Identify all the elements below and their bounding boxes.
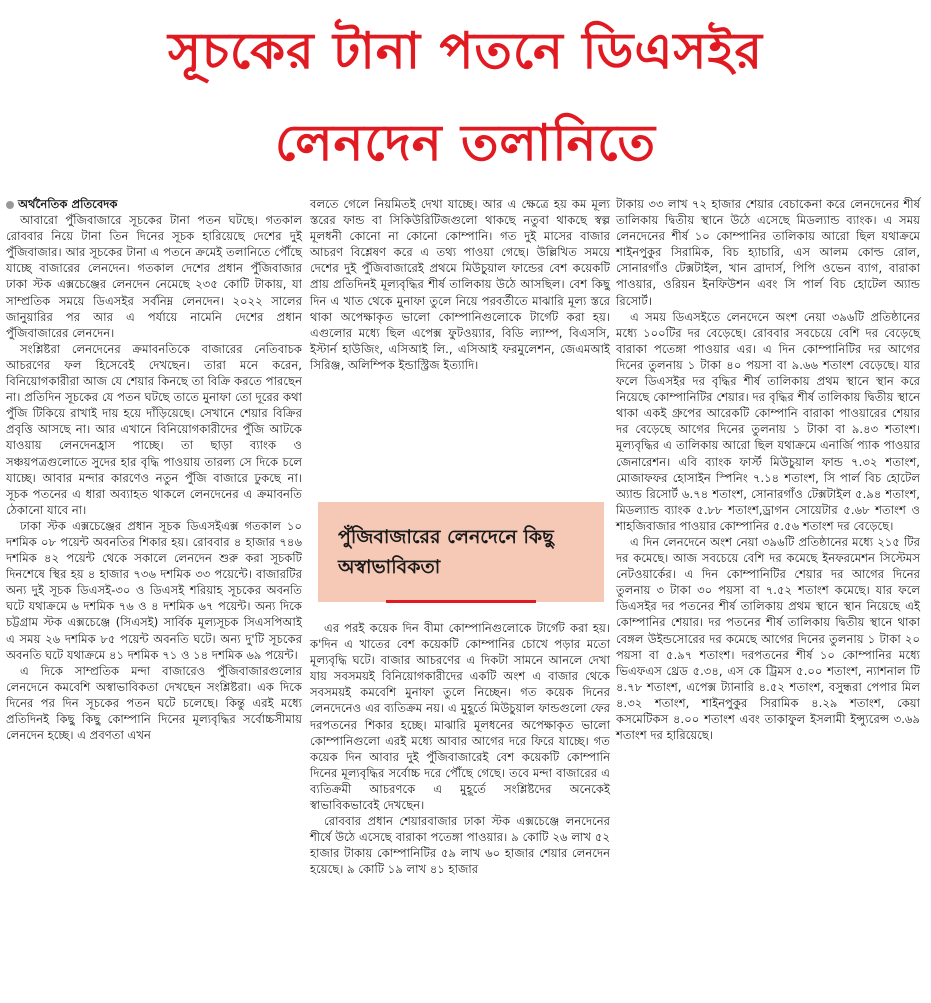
paragraph: রোববার প্রধান শেয়ারবাজার ঢাকা স্টক এক্সচেঞ্জে লনদেনের শীর্ষে উঠে এসেছে বারাকা পতেঙ্গা পাওয়ার। ৯ কোটি ২৬ লাখ ৫২ হাজার টাকায় কোম্পানিটির ৫৯ লাখ ৬০ হাজার শেয়ার লেনদেন হয়েছে। ৯ কোটি ১৯ লাখ ৪১ হাজার — [310, 814, 610, 877]
headline — [0, 0, 931, 186]
paragraph: এ সময় ডিএসইতে লেনদেনে অংশ নেয়া ৩৯৬টি প্রতিষ্ঠানের মধ্যে ১০০টির দর বেড়েছে। রোববার সবচেয়ে বেশি দর বেড়েছে বারাকা পতেঙ্গা পাওয়ার এর। এ দিন কোম্পানিটির দর আগের দিনের তুলনায় ১ টাকা ৪০ পয়সা বা ৯.৬৬ শতাংশ বেড়েছে। যার ফলে ডিএসইর দর বৃদ্ধির শীর্ষ তালিকায় প্রথম স্থানে স্থান করে নিয়েছে কোম্পানিটির শেয়ার। দর বৃদ্ধির শীর্ষ তালিকায় দ্বিতীয় স্থানে থাকা একই গ্রুপের আরেকটি কোম্পানি বারাকা পাওয়ারের শেয়ার দর বেড়েছে আগের দিনের তুলনায় ১ টাকা বা ৯.৪৩ শতাংশ। মূল্যবৃদ্ধির এ তালিকায় আরো ছিল যথাক্রমে এনার্জি প্যাক পাওয়ার জেনারেশন। এবি ব্যাংক ফার্স্ট মিউচুয়াল ফান্ড ৭.৩২ শতাংশ, মোজাফফর হোসাইন স্পিনিং ৭.১৪ শতাংশ, সি পার্ল বিচ হোটেল অ্যান্ড রিসোর্ট ৬.৭৪ শতাংশ, সোনারগাঁও টেক্সটাইল ৫.৯৪ শতাংশ, মিডল্যান্ড ব্যাংক ৫.৮৮ শতাংশ,ড্রাগন সোয়েটার ৫.৬৮ শতাংশ ও শাহজিবাজার পাওয়ার কোম্পানির ৫.৫৬ শতাংশ দর বেড়েছে। — [616, 309, 920, 533]
paragraph: টাকায় ৩৩ লাখ ৭২ হাজার শেয়ার বেচাকেনা করে লেনদেনের শীর্ষ তালিকায় দ্বিতীয় স্থানে উঠে এসেছে মিডল্যান্ড ব্যাংক। এ সময় লেনদেনের শীর্ষ ১০ কোম্পানির তালিকায় আরো ছিল যথাক্রমে শাইনপুকুর সিরামিক, বিচ হ্যাচারি, এস আলম কোল্ড রোল, সোনারগাঁও টেক্সটাইল, খান ব্রাদার্স, পিপি ওভেন ব্যাগ, বারাকা পাওয়ার, ওরিয়ন ইনফিউশন এবং সি পার্ল বিচ হোটেল অ্যান্ড রিসোর্ট। — [616, 197, 920, 308]
paragraph: ঢাকা স্টক এক্সচেঞ্জের প্রধান সূচক ডিএসইএক্স গতকাল ১০ দশমিক ০৮ পয়েন্ট অবনতির শিকার হয়। রোববার ৪ হাজার ৭৪৬ দশমিক ৪২ পয়েন্ট থেকে সকালে লেনদেন শুরু করা সূচকটি দিনশেষে স্থির হয় ৪ হাজার ৭৩৬ দশমিক ৩৩ পয়েন্টে। বাজারটির অন্য দুই সূচক ডিএসই-৩০ ও ডিএসই শরিয়াহ সূচকের অবনতি ঘটে যথাক্রমে ৬ দশমিক ৭৬ ও ৪ দশমিক ৬৭ পয়েন্ট। অন্য দিকে চট্টগ্রাম স্টক এক্সচেঞ্জে (সিএসই) সার্বিক মূল্যসূচক সিএসপিআই এ সময় ২৬ দশমিক ৮৫ পয়েন্ট অবনতি ঘটে। অন্য দু'টি সূচকের অবনতি ঘটে যথাক্রমে ৪১ দশমিক ৭১ ও ১৪ দশমিক ৬৯ পয়েন্ট। — [6, 518, 302, 662]
paragraph: এর পরই কয়েক দিন বীমা কোম্পানিগুলোকে টার্গেট করা হয়। ক'দিন এ খাতের বেশ কয়েকটি কোম্পানির চোখে পড়ার মতো মূল্যবৃদ্ধি ঘটে। বাজার আচরণের এ দিকটা সামনে আনলে দেখা যায় সবসময়ই বিনিয়োগকারীদের একটি অংশ এ বাজার থেকে সবসময়ই কমবেশি মুনাফা তুলে নিচ্ছেন। গত কয়েক দিনের লেনদেনেও এর ব্যতিক্রম নয়। এ মুহূর্তে মিউচুয়াল ফান্ডগুলো ফের দরপতনের শিকার হচ্ছে। মাঝারি মূলধনের অপেক্ষাকৃত ভালো কোম্পানিগুলো এরই মধ্যে আবার আগের দরে ফিরে যাচ্ছে। গত কয়েক দিন আবার দুই পুঁজিবাজারেই বেশ কয়েকটি কোম্পানি দিনের মূল্যবৃদ্ধির সর্বোচ্চ দরে পৌঁছে গেছে। তবে মন্দা বাজারের এ ব্যতিক্রমী আচরণকে এ মুহূর্তে সংশ্লিষ্টদের অনেকেই স্বাভাবিকভাবেই দেখছেন। — [310, 621, 610, 813]
article-column-2-top — [310, 196, 610, 373]
pullquote-rule — [386, 600, 536, 603]
article-column-3 — [616, 196, 920, 743]
paragraph: বলতে গেলে নিয়মিতই দেখা যাচ্ছে। আর এ ক্ষেত্রে হয় কম মূল্য স্তরের ফান্ড বা সিকিউরিটিজগুলো থাকছে নতুবা থাকছে স্বল্প মূলধনী কোনো না কোনো কোম্পানি। গত দুই মাসের বাজার আচরণ বিশ্লেষণ করে এ তথ্য পাওয়া গেছে। উল্লিখিত সময়ে দেশের দুই পুঁজিবাজারেই প্রথমে মিউচুয়াল ফান্ডের বেশ কয়েকটি প্রায় প্রতিদিনই মূল্যবৃদ্ধির শীর্ষ তালিকায় উঠে আসছিল। বেশ কিছু দিন এ খাত থেকে মুনাফা তুলে নিয়ে পরবর্তীতে মাঝারি মূল্য স্তরে থাকা অপেক্ষাকৃত ভালো কোম্পানিগুলোকে টার্গেট করা হয়। এগুলোর মধ্যে ছিল এপেক্স ফুটওয়্যার, বিডি ল্যাম্প, বিএসসি, ইস্টার্ন হাউজিং, এসিআই লি., এসিআই ফরমুলেশন, জেএমআই সিরিঞ্জ, অলিম্পিক ইন্ডাস্ট্রিজ ইত্যাদি। — [310, 197, 610, 372]
paragraph: আবারো পুঁজিবাজারে সূচকের টানা পতন ঘটছে। গতকাল রোববার নিয়ে টানা তিন দিনের সূচক হারিয়েছে দেশের দুই পুঁজিবাজার। আর সূচকের টানা এ পতনে ক্রমেই তলানিতে পৌঁছে যাচ্ছে বাজারের লেনদেন। গতকাল দেশের প্রধান পুঁজিবাজার ঢাকা স্টক এক্সচেঞ্জের লেনদেন নেমেছে ২৩৫ কোটি টাকায়, যা সাম্প্রতিক সময়ে ডিএসইর সর্বনিম্ন লেনদেন। ২০২২ সালের জানুয়ারির পর আর এ পর্যায়ে নামেনি দেশের প্রধান পুঁজিবাজারের লেনদেন। — [6, 213, 302, 340]
pullquote-box — [318, 502, 604, 602]
paragraph: এ দিকে সাম্প্রতিক মন্দা বাজারেও পুঁজিবাজারগুলোর লেনদেনে কমবেশি অস্বাভাবিকতা দেখছেন সংশ্লিষ্টরা। এক দিকে দিনের পর দিন সূচকের পতন ঘটে চলেছে। কিন্তু এরই মধ্যে প্রতিদিনই কিছু কিছু কোম্পানি দিনের মূল্যবৃদ্ধির সর্বোচ্চসীমায় লেনদেন হচ্ছে। এ প্রবণতা এখন — [6, 663, 302, 743]
bullet-icon — [6, 201, 14, 209]
article-column-1 — [6, 196, 302, 743]
headline-line-1: সূচকের টানা পতনে ডিএসইর — [168, 22, 763, 80]
headline-line-2: লেনদেন তলানিতে — [274, 114, 657, 172]
paragraph: এ দিন লেনদেনে অংশ নেয়া ৩৯৬টি প্রতিষ্ঠানের মধ্যে ২১৫ টির দর কমেছে। আজ সবচেয়ে বেশি দর কমেছে ইনফরমেশন সিস্টেমস নেটওয়ার্কের। এ দিন কোম্পানিটির শেয়ার দর আগের দিনের তুলনায় ৩ টাকা ৩০ পয়সা বা ৭.৫২ শতাংশ কমেছে। যার ফলে ডিএসইর দর পতনের শীর্ষ তালিকায় প্রথম স্থানে স্থান নিয়েছে এই কোম্পানির শেয়ার। দর পতনের শীর্ষ তালিকায় দ্বিতীয় স্থানে থাকা বেঙ্গল উইন্ডসোরের দর কমেছে আগের দিনের তুলনায় ১ টাকা ২০ পয়সা বা ৫.৯৭ শতাংশ। দরপতনের শীর্ষ ১০ কোম্পানির মধ্যে ভিএফএস থ্রেড ৫.৩৪, এস কে ট্রিমস ৫.০০ শতাংশ, ন্যাশনাল টি ৪.৭৮ শতাংশ, এপেক্স ট্যানারি ৪.৫২ শতাংশ, বসুন্ধরা পেপার মিল ৪.৩২ শতাংশ, শাইনপুকুর সিরামিক ৪.২৯ শতাংশ, কেয়া কসমেটিকস ৪.০০ শতাংশ এবং তাকাফুল ইসলামী ইন্স্যুরেন্স ৩.৬৯ শতাংশ দর হারিয়েছে। — [616, 534, 920, 743]
article-column-2-bottom — [310, 620, 610, 878]
paragraph: সংশ্লিষ্টরা লেনদেনের ক্রমাবনতিকে বাজারের নেতিবাচক আচরণের ফল হিসেবেই দেখছেন। তারা মনে করেন, বিনিয়োগকারীরা আজ যে শেয়ার কিনছে তা বিক্রি করতে পারছেন না। প্রতিদিন সূচকের যে পতন ঘটছে তাতে মুনাফা তো দূরের কথা পুঁজি টিকিয়ে রাখাই দায় হয়ে দাঁড়িয়েছে। সেখানে শেয়ার বিক্রির প্রবৃত্তি আসছে না। আর এখানে বিনিয়োগকারীদের পুঁজি আটকে যাওয়ায় লেনদেনহ্রাস পাচ্ছে। তা ছাড়া ব্যাংক ও সঞ্চয়পত্রগুলোতে সুদের হার বৃদ্ধি পাওয়ায় তারল্য সে দিকে চলে যাচ্ছে। আবার মন্দার কারণেও নতুন পুঁজি বাজারে ঢুকছে না। সূচক পতনের এ ধারা অব্যাহত থাকলে লেনদেনের এ ক্রমাবনতি ঠেকানো যাবে না। — [6, 341, 302, 517]
byline: অর্থনৈতিক প্রতিবেদক — [18, 197, 118, 211]
pullquote-text: পুঁজিবাজারের লেনদেনে কিছু অস্বাভাবিকতা — [338, 526, 554, 578]
